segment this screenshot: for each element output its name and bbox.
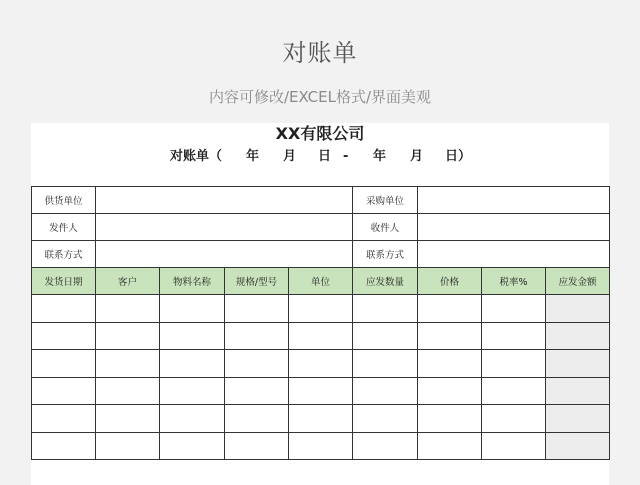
- table-cell[interactable]: [418, 405, 482, 433]
- table-cell[interactable]: [160, 405, 225, 433]
- col-header-amount: 应发金额: [546, 268, 610, 295]
- table-cell[interactable]: [289, 295, 353, 323]
- period-dash: -: [343, 149, 349, 164]
- buyer-value-cell[interactable]: [418, 187, 610, 214]
- contact-left-label: 联系方式: [32, 241, 96, 268]
- table-cell[interactable]: [289, 432, 353, 460]
- sender-value-cell[interactable]: [96, 214, 353, 241]
- table-cell[interactable]: [160, 295, 225, 323]
- table-row: [32, 405, 610, 433]
- amount-cell[interactable]: [546, 432, 610, 460]
- table-cell[interactable]: [32, 295, 96, 323]
- receiver-label: 收件人: [353, 214, 418, 241]
- table-row: [32, 350, 610, 378]
- contact-right-label: 联系方式: [353, 241, 418, 268]
- statement-table: [31, 186, 610, 460]
- table-cell[interactable]: [225, 377, 289, 405]
- table-cell[interactable]: [96, 350, 160, 378]
- table-cell[interactable]: [289, 350, 353, 378]
- statement-sheet: [31, 123, 609, 485]
- col-header-customer: 客户: [96, 268, 160, 295]
- table-cell[interactable]: [482, 432, 546, 460]
- info-row-sender: [32, 214, 610, 241]
- banner-subtitle: 内容可修改/EXCEL格式/界面美观: [208, 88, 432, 106]
- column-header-row: [32, 268, 610, 295]
- table-cell[interactable]: [160, 432, 225, 460]
- contact-left-value-cell[interactable]: [96, 241, 353, 268]
- period-end-day[interactable]: 日）: [445, 149, 472, 164]
- period-start-month[interactable]: 月: [283, 149, 297, 164]
- table-cell[interactable]: [96, 322, 160, 350]
- table-cell[interactable]: [482, 405, 546, 433]
- amount-cell[interactable]: [546, 405, 610, 433]
- statement-period: [31, 147, 609, 167]
- table-cell[interactable]: [32, 322, 96, 350]
- table-cell[interactable]: [353, 405, 418, 433]
- period-start-year[interactable]: 年: [246, 149, 260, 164]
- table-cell[interactable]: [32, 377, 96, 405]
- table-cell[interactable]: [32, 432, 96, 460]
- banner-title: 对账单: [282, 39, 358, 67]
- amount-cell[interactable]: [546, 350, 610, 378]
- table-cell[interactable]: [289, 377, 353, 405]
- supplier-value-cell[interactable]: [96, 187, 353, 214]
- period-start-day[interactable]: 日: [318, 149, 332, 164]
- table-row: [32, 295, 610, 323]
- period-end-year[interactable]: 年: [373, 149, 387, 164]
- table-cell[interactable]: [482, 377, 546, 405]
- table-cell[interactable]: [96, 405, 160, 433]
- table-cell[interactable]: [418, 377, 482, 405]
- table-cell[interactable]: [353, 377, 418, 405]
- table-cell[interactable]: [160, 350, 225, 378]
- table-row: [32, 432, 610, 460]
- col-header-tax-rate: 税率%: [482, 268, 546, 295]
- table-cell[interactable]: [225, 322, 289, 350]
- table-cell[interactable]: [160, 322, 225, 350]
- amount-cell[interactable]: [546, 322, 610, 350]
- col-header-material-name: 物料名称: [160, 268, 225, 295]
- amount-cell[interactable]: [546, 295, 610, 323]
- period-end-month[interactable]: 月: [410, 149, 424, 164]
- table-cell[interactable]: [353, 432, 418, 460]
- table-cell[interactable]: [160, 377, 225, 405]
- table-cell[interactable]: [482, 350, 546, 378]
- table-cell[interactable]: [289, 322, 353, 350]
- period-label: 对账单（: [170, 149, 223, 164]
- contact-right-value-cell[interactable]: [418, 241, 610, 268]
- col-header-price: 价格: [418, 268, 482, 295]
- table-cell[interactable]: [96, 295, 160, 323]
- amount-cell[interactable]: [546, 377, 610, 405]
- table-cell[interactable]: [482, 322, 546, 350]
- receiver-value-cell[interactable]: [418, 214, 610, 241]
- table-cell[interactable]: [353, 350, 418, 378]
- col-header-quantity: 应发数量: [353, 268, 418, 295]
- sender-label: 发件人: [32, 214, 96, 241]
- col-header-ship-date: 发货日期: [32, 268, 96, 295]
- table-cell[interactable]: [32, 405, 96, 433]
- table-cell[interactable]: [96, 432, 160, 460]
- company-name[interactable]: XX有限公司: [275, 124, 365, 143]
- table-cell[interactable]: [418, 322, 482, 350]
- table-cell[interactable]: [96, 377, 160, 405]
- table-cell[interactable]: [32, 350, 96, 378]
- table-cell[interactable]: [353, 295, 418, 323]
- table-cell[interactable]: [225, 432, 289, 460]
- table-row: [32, 322, 610, 350]
- table-cell[interactable]: [353, 322, 418, 350]
- table-cell[interactable]: [418, 350, 482, 378]
- table-cell[interactable]: [418, 432, 482, 460]
- table-cell[interactable]: [289, 405, 353, 433]
- table-cell[interactable]: [225, 295, 289, 323]
- table-cell[interactable]: [418, 295, 482, 323]
- info-row-supplier: [32, 187, 610, 214]
- table-cell[interactable]: [225, 405, 289, 433]
- table-row: [32, 377, 610, 405]
- info-row-contact: [32, 241, 610, 268]
- col-header-spec-model: 规格/型号: [225, 268, 289, 295]
- supplier-label: 供货单位: [32, 187, 96, 214]
- table-cell[interactable]: [225, 350, 289, 378]
- col-header-unit: 单位: [289, 268, 353, 295]
- table-cell[interactable]: [482, 295, 546, 323]
- buyer-label: 采购单位: [353, 187, 418, 214]
